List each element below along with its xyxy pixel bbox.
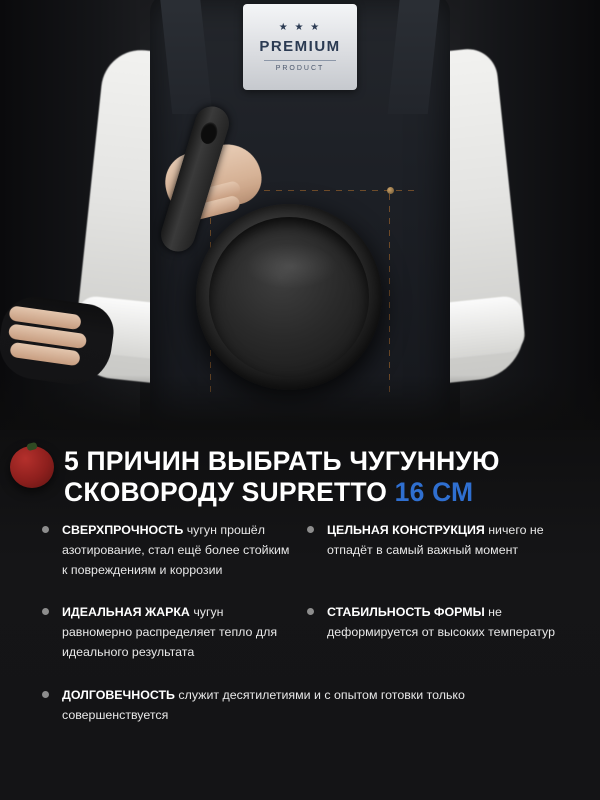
feature-durability: [40, 520, 291, 580]
tomato-decor: [10, 446, 54, 488]
feature-title: ИДЕАЛЬНАЯ ЖАРКА: [62, 605, 190, 620]
headline-size-accent: 16 СМ: [394, 476, 474, 507]
feature-text: ничего не отпадёт в самый важный момент: [327, 523, 544, 558]
feature-title: ЦЕЛЬНАЯ КОНСТРУКЦИЯ: [327, 523, 485, 537]
badge-stars: ★ ★ ★: [278, 21, 322, 33]
badge-divider: [264, 60, 336, 61]
features-col-right: [305, 520, 570, 602]
apron-strap-right: [388, 0, 441, 114]
apron-strap-left: [160, 0, 213, 114]
skillet-handle-hole: [198, 120, 220, 146]
cast-iron-skillet: [196, 204, 382, 390]
bullet-icon: [42, 526, 49, 533]
feature-longevity: [40, 685, 570, 725]
badge-subtitle: PRODUCT: [275, 64, 325, 72]
feature-text: чугун прошёл азотирование, стал ещё более стойким к повреждениям и коррозии: [62, 523, 290, 578]
feature-title: ДОЛГОВЕЧНОСТЬ: [62, 687, 175, 702]
skillet-cooking-surface: [209, 217, 369, 377]
tomato-leaf: [26, 442, 37, 451]
apron-rivet: [387, 187, 394, 194]
features-col-left: [40, 602, 305, 684]
feature-title: СТАБИЛЬНОСТЬ ФОРМЫ: [327, 605, 485, 620]
bullet-icon: [42, 691, 49, 698]
badge-title: PREMIUM: [259, 37, 341, 55]
features-row-3: [40, 685, 570, 747]
feature-text: не деформируется от высоких температур: [327, 605, 555, 640]
feature-text: чугун равномерно распределяет тепло для идеального результата: [62, 605, 278, 660]
features-col-right: [305, 602, 570, 684]
features-row-2: [40, 602, 570, 684]
bullet-icon: [307, 608, 314, 615]
skillet-highlight: [245, 243, 337, 289]
premium-badge: [243, 4, 357, 90]
feature-text: служит десятилетиями и с опытом готовки только совершенствуется: [62, 687, 465, 722]
page-title: [64, 446, 564, 507]
info-panel: [0, 430, 600, 800]
features-list: [40, 520, 570, 747]
feature-shape-stability: [305, 602, 556, 642]
headline-line-2: СКОВОРОДУ SUPRETTO: [64, 476, 395, 507]
feature-solid-construction: [305, 520, 556, 560]
features-col-left: [40, 520, 305, 602]
feature-perfect-frying: [40, 602, 291, 662]
features-col-full: [40, 685, 570, 747]
headline-line-1: 5 ПРИЧИН ВЫБРАТЬ ЧУГУННУЮ: [64, 446, 500, 476]
apron-seam-right: [389, 194, 390, 394]
bullet-icon: [307, 526, 314, 533]
features-row-1: [40, 520, 570, 602]
feature-title: СВЕРХПРОЧНОСТЬ: [62, 523, 184, 537]
bullet-icon: [42, 608, 49, 615]
